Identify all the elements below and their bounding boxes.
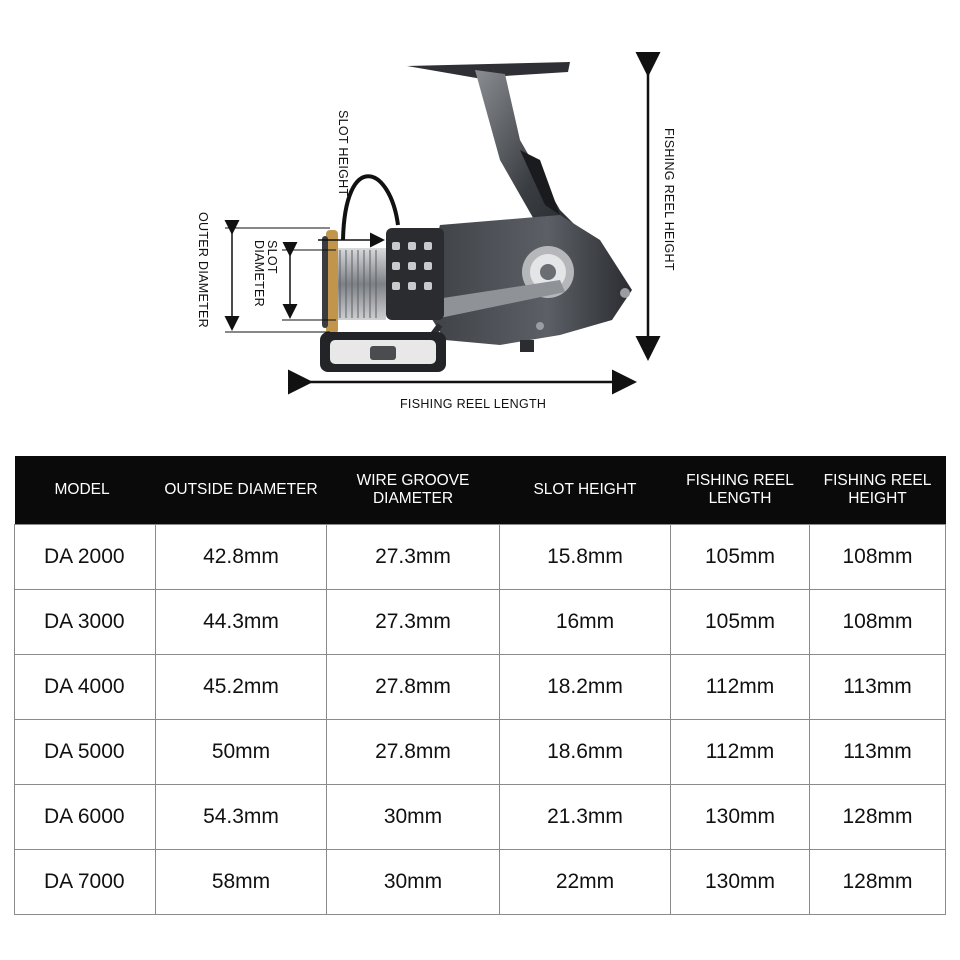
cell-reel-length: 105mm (671, 525, 810, 590)
cell-reel-length: 112mm (671, 655, 810, 720)
cell-reel-height: 128mm (810, 785, 946, 850)
cell-outside-diameter: 58mm (156, 850, 327, 915)
cell-wire-groove-diameter: 27.8mm (327, 720, 500, 785)
cell-reel-height: 128mm (810, 850, 946, 915)
table-row (15, 525, 946, 590)
cell-model: DA 3000 (15, 590, 156, 655)
spec-table (14, 456, 946, 915)
cell-reel-height: 113mm (810, 655, 946, 720)
reel-dimension-diagram (0, 0, 960, 440)
cell-model: DA 7000 (15, 850, 156, 915)
table-row (15, 590, 946, 655)
header-outside-diameter: OUTSIDE DIAMETER (156, 456, 327, 525)
slot-diameter-label (252, 240, 278, 307)
cell-reel-height: 108mm (810, 525, 946, 590)
header-model: MODEL (15, 456, 156, 525)
cell-slot-height: 16mm (500, 590, 671, 655)
table-row (15, 655, 946, 720)
cell-model: DA 5000 (15, 720, 156, 785)
reel-foot (320, 325, 446, 372)
cell-slot-height: 18.6mm (500, 720, 671, 785)
reel-length-label: FISHING REEL LENGTH (400, 397, 547, 411)
reel-spool (322, 228, 444, 334)
cell-wire-groove-diameter: 27.3mm (327, 525, 500, 590)
cell-reel-length: 130mm (671, 850, 810, 915)
header-reel-length: FISHING REEL LENGTH (671, 456, 810, 525)
spec-table-header (15, 456, 946, 525)
header-wire-groove-diameter: WIRE GROOVE DIAMETER (327, 456, 500, 525)
cell-slot-height: 15.8mm (500, 525, 671, 590)
slot-height-label: SLOT HEIGHT (336, 110, 350, 197)
cell-outside-diameter: 54.3mm (156, 785, 327, 850)
cell-slot-height: 18.2mm (500, 655, 671, 720)
cell-reel-height: 108mm (810, 590, 946, 655)
cell-slot-height: 21.3mm (500, 785, 671, 850)
outer-diameter-label: OUTER DIAMETER (196, 212, 210, 329)
cell-slot-height: 22mm (500, 850, 671, 915)
cell-outside-diameter: 45.2mm (156, 655, 327, 720)
cell-reel-length: 105mm (671, 590, 810, 655)
table-row (15, 785, 946, 850)
table-row (15, 720, 946, 785)
cell-outside-diameter: 44.3mm (156, 590, 327, 655)
cell-reel-height: 113mm (810, 720, 946, 785)
cell-reel-length: 112mm (671, 720, 810, 785)
reel-height-label: FISHING REEL HEIGHT (662, 128, 676, 271)
cell-model: DA 6000 (15, 785, 156, 850)
cell-wire-groove-diameter: 27.3mm (327, 590, 500, 655)
header-row (15, 456, 946, 525)
header-reel-height: FISHING REEL HEIGHT (810, 456, 946, 525)
slot-diameter-label-line1: SLOT (265, 240, 279, 274)
reel-illustration (0, 0, 960, 440)
table-row (15, 850, 946, 915)
cell-outside-diameter: 50mm (156, 720, 327, 785)
slot-diameter-label-line2: DIAMETER (252, 240, 266, 307)
cell-reel-length: 130mm (671, 785, 810, 850)
cell-model: DA 2000 (15, 525, 156, 590)
reel-body (420, 215, 632, 352)
cell-wire-groove-diameter: 30mm (327, 850, 500, 915)
cell-model: DA 4000 (15, 655, 156, 720)
cell-wire-groove-diameter: 27.8mm (327, 655, 500, 720)
header-slot-height: SLOT HEIGHT (500, 456, 671, 525)
cell-wire-groove-diameter: 30mm (327, 785, 500, 850)
cell-outside-diameter: 42.8mm (156, 525, 327, 590)
